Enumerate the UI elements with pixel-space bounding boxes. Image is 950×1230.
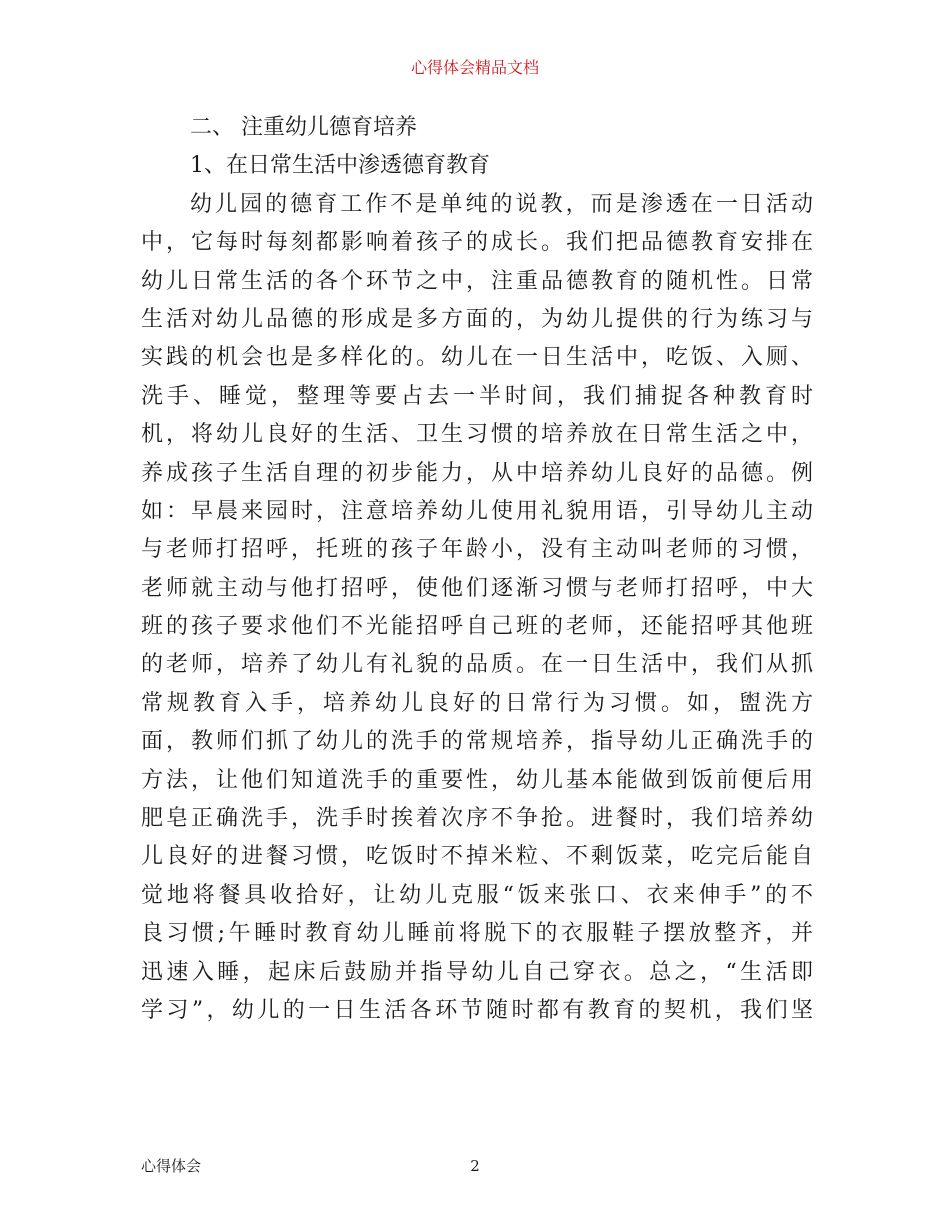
paragraph-line: 生活对幼儿品德的形成是多方面的，为幼儿提供的行为练习与 [141,306,813,332]
paragraph-line: 的老师，培养了幼儿有礼貌的品质。在一日生活中，我们从抓 [141,652,813,678]
paragraph-line: 良习惯;午睡时教育幼儿睡前将脱下的衣服鞋子摆放整齐，并 [141,921,813,947]
paragraph-line: 常规教育入手，培养幼儿良好的日常行为习惯。如，盥洗方 [141,690,813,716]
paragraph-line: 机，将幼儿良好的生活、卫生习惯的培养放在日常生活之中， [141,422,813,448]
paragraph-line: 班的孩子要求他们不光能招呼自己班的老师，还能招呼其他班 [141,614,813,640]
paragraph-line: 与老师打招呼，托班的孩子年龄小，没有主动叫老师的习惯， [141,537,813,563]
paragraph-line: 肥皂正确洗手，洗手时挨着次序不争抢。进餐时，我们培养幼 [141,806,813,832]
paragraph-line: 洗手、睡觉，整理等要占去一半时间，我们捕捉各种教育时 [141,383,813,409]
paragraph-line: 养成孩子生活自理的初步能力，从中培养幼儿良好的品德。例 [141,460,813,486]
footer-label: 心得体会 [141,1157,202,1175]
paragraph-line: 儿良好的进餐习惯，吃饭时不掉米粒、不剩饭菜，吃完后能自 [141,844,813,870]
paragraph-line: 方法，让他们知道洗手的重要性，幼儿基本能做到饭前便后用 [141,767,813,793]
paragraph-line: 学习”，幼儿的一日生活各环节随时都有教育的契机，我们坚 [141,997,813,1023]
paragraph-line: 觉地将餐具收拾好，让幼儿克服“饭来张口、衣来伸手”的不 [141,882,813,908]
paragraph-line: 面，教师们抓了幼儿的洗手的常规培养，指导幼儿正确洗手的 [141,729,813,755]
paragraph-line: 幼儿园的德育工作不是单纯的说教，而是渗透在一日活动 [190,191,813,217]
document-body [141,109,813,1030]
page-number: 2 [470,1157,480,1175]
paragraph-line: 幼儿日常生活的各个环节之中，注重品德教育的随机性。日常 [141,268,813,294]
paragraph-line: 老师就主动与他打招呼，使他们逐渐习惯与老师打招呼，中大 [141,575,813,601]
paragraph-line: 实践的机会也是多样化的。幼儿在一日生活中，吃饭、入厕、 [141,345,813,371]
paragraph-line: 如：早晨来园时，注意培养幼儿使用礼貌用语，引导幼儿主动 [141,498,813,524]
subsection-heading: 1、在日常生活中渗透德育教育 [190,153,490,179]
page-header-title: 心得体会精品文档 [410,58,539,77]
section-heading: 二、 注重幼儿德育培养 [190,115,417,140]
paragraph-line: 中，它每时每刻都影响着孩子的成长。我们把品德教育安排在 [141,230,813,256]
paragraph-line: 迅速入睡，起床后鼓励并指导幼儿自己穿衣。总之，“生活即 [141,959,813,985]
